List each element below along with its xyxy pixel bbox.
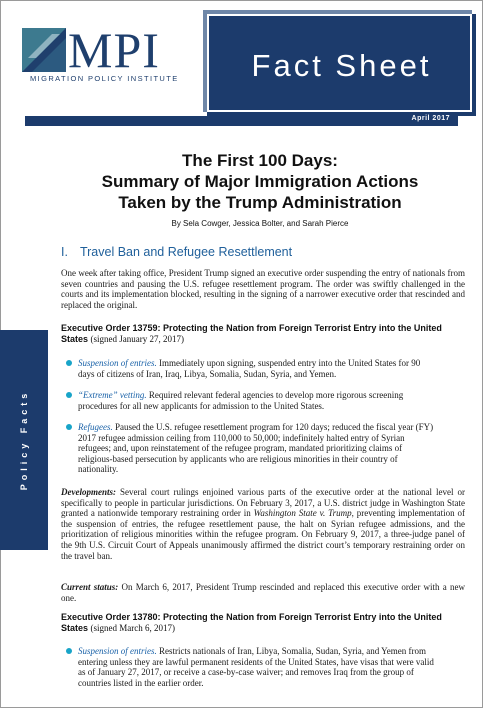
intro-paragraph: One week after taking office, President Trump signed an executive order suspending the entry of nationals from seven countries and pausing the U.S. refugee resettlement program. The order was swiftly challenged in the courts and its implementation blocked, resulting in the signing of a narrower executive order that rescinded and replaced the original.: [61, 268, 465, 310]
fact-sheet-badge: [207, 14, 476, 116]
developments-label: Developments:: [61, 487, 116, 497]
authors: By Sela Cowger, Jessica Bolter, and Sarah Pierce: [171, 219, 349, 228]
bullet-text: Required relevant federal agencies to develop more rigorous screening procedures for all new applicants for admission to the United States.: [78, 390, 404, 411]
bullet-icon: [66, 360, 72, 366]
bullet-icon: [66, 648, 72, 654]
eo1-signed: (signed January 27, 2017): [90, 334, 185, 344]
developments-text-2: , preventing implementation of the suspension of entries, the refugee resettlement pause, the halt on Syrian refugee admissions, and the prioritization of religious minorities within the refugee program. On February 9, 2017, a three-judge panel of the 9th U.S. Circuit Court of Appeals unanimously affirmed the district court’s temporary restraining order on the travel ban.: [61, 508, 465, 561]
fact-sheet-title: Fact Sheet: [251, 48, 432, 83]
policy-facts-sidebar: [0, 330, 48, 550]
bullet-lead: Refugees.: [78, 422, 113, 432]
bullet-icon: [66, 392, 72, 398]
eo2-title: Executive Order 13780: Protecting the Nation from Foreign Terrorist Entry into the United States: [61, 612, 442, 633]
developments-case: Washington State v. Trump: [253, 508, 352, 519]
sidebar-label: Policy Facts: [19, 389, 29, 491]
logo-subtitle: MIGRATION POLICY INSTITUTE: [30, 74, 179, 83]
bullet-text: Paused the U.S. refugee resettlement program for 120 days; reduced the fiscal year (FY) 2017 refugee admission ceiling from 110,000 to 50,000; indefinitely halted entry of Syrian refugees; and, upon reinstatement of the refugee program, mandated prioritizing claims of religious-based persecution by applicants who are religious minorities in their country of nationality.: [78, 422, 434, 475]
eo1-heading: [61, 323, 465, 345]
title-line-3: Taken by the Trump Administration: [118, 193, 402, 212]
mpi-logo: [22, 24, 202, 86]
developments-text-1: Several court rulings enjoined various parts of the executive order at the national level or specifically to people in particular jurisdictions. On February 3, 2017, a U.S. district judge in Washington State granted a nationwide temporary restraining order in: [61, 487, 465, 519]
list-item: [78, 358, 438, 379]
current-status-label: Current status:: [61, 582, 119, 592]
list-item: [78, 646, 438, 688]
list-item: [78, 390, 438, 411]
current-status-paragraph: [61, 582, 465, 603]
bullet-text: Restricts nationals of Iran, Libya, Somalia, Sudan, Syria, and Yemen from entering unless they are lawful permanent residents of the United States, have visas that were valid as of January 27, 2017, or receive a case-by-case waiver; and removes Iraq from the group of countries listed in the earlier order.: [78, 646, 434, 688]
title-line-1: The First 100 Days:: [182, 151, 338, 170]
bullet-text: Immediately upon signing, suspended entry into the United States for 90 days of citizens of Iran, Iraq, Libya, Somalia, Sudan, Syria, and Yemen.: [78, 358, 421, 379]
bullet-lead: “Extreme” vetting.: [78, 390, 147, 400]
list-item: [78, 422, 438, 475]
document-title: [60, 150, 460, 213]
logo-wordmark: MPI: [68, 22, 160, 78]
fact-sheet-inner: [207, 14, 472, 112]
eo2-signed: (signed March 6, 2017): [90, 623, 176, 633]
bullet-icon: [66, 424, 72, 430]
developments-paragraph: [61, 487, 465, 561]
bullet-lead: Suspension of entries.: [78, 358, 157, 368]
mpi-logo-mark-icon: [22, 28, 66, 72]
eo2-heading: [61, 612, 465, 634]
section-title: Travel Ban and Refugee Resettlement: [79, 245, 293, 259]
section-heading: [61, 245, 292, 259]
publication-date: April 2017: [411, 115, 450, 122]
bullet-lead: Suspension of entries.: [78, 646, 157, 656]
section-number: I.: [61, 245, 68, 259]
title-line-2: Summary of Major Immigration Actions: [101, 172, 419, 191]
eo1-title: Executive Order 13759: Protecting the Nation from Foreign Terrorist Entry into the United States: [61, 323, 442, 344]
date-bar: [25, 116, 458, 126]
current-status-text: On March 6, 2017, President Trump rescinded and replaced this executive order with a new one.: [61, 582, 465, 603]
